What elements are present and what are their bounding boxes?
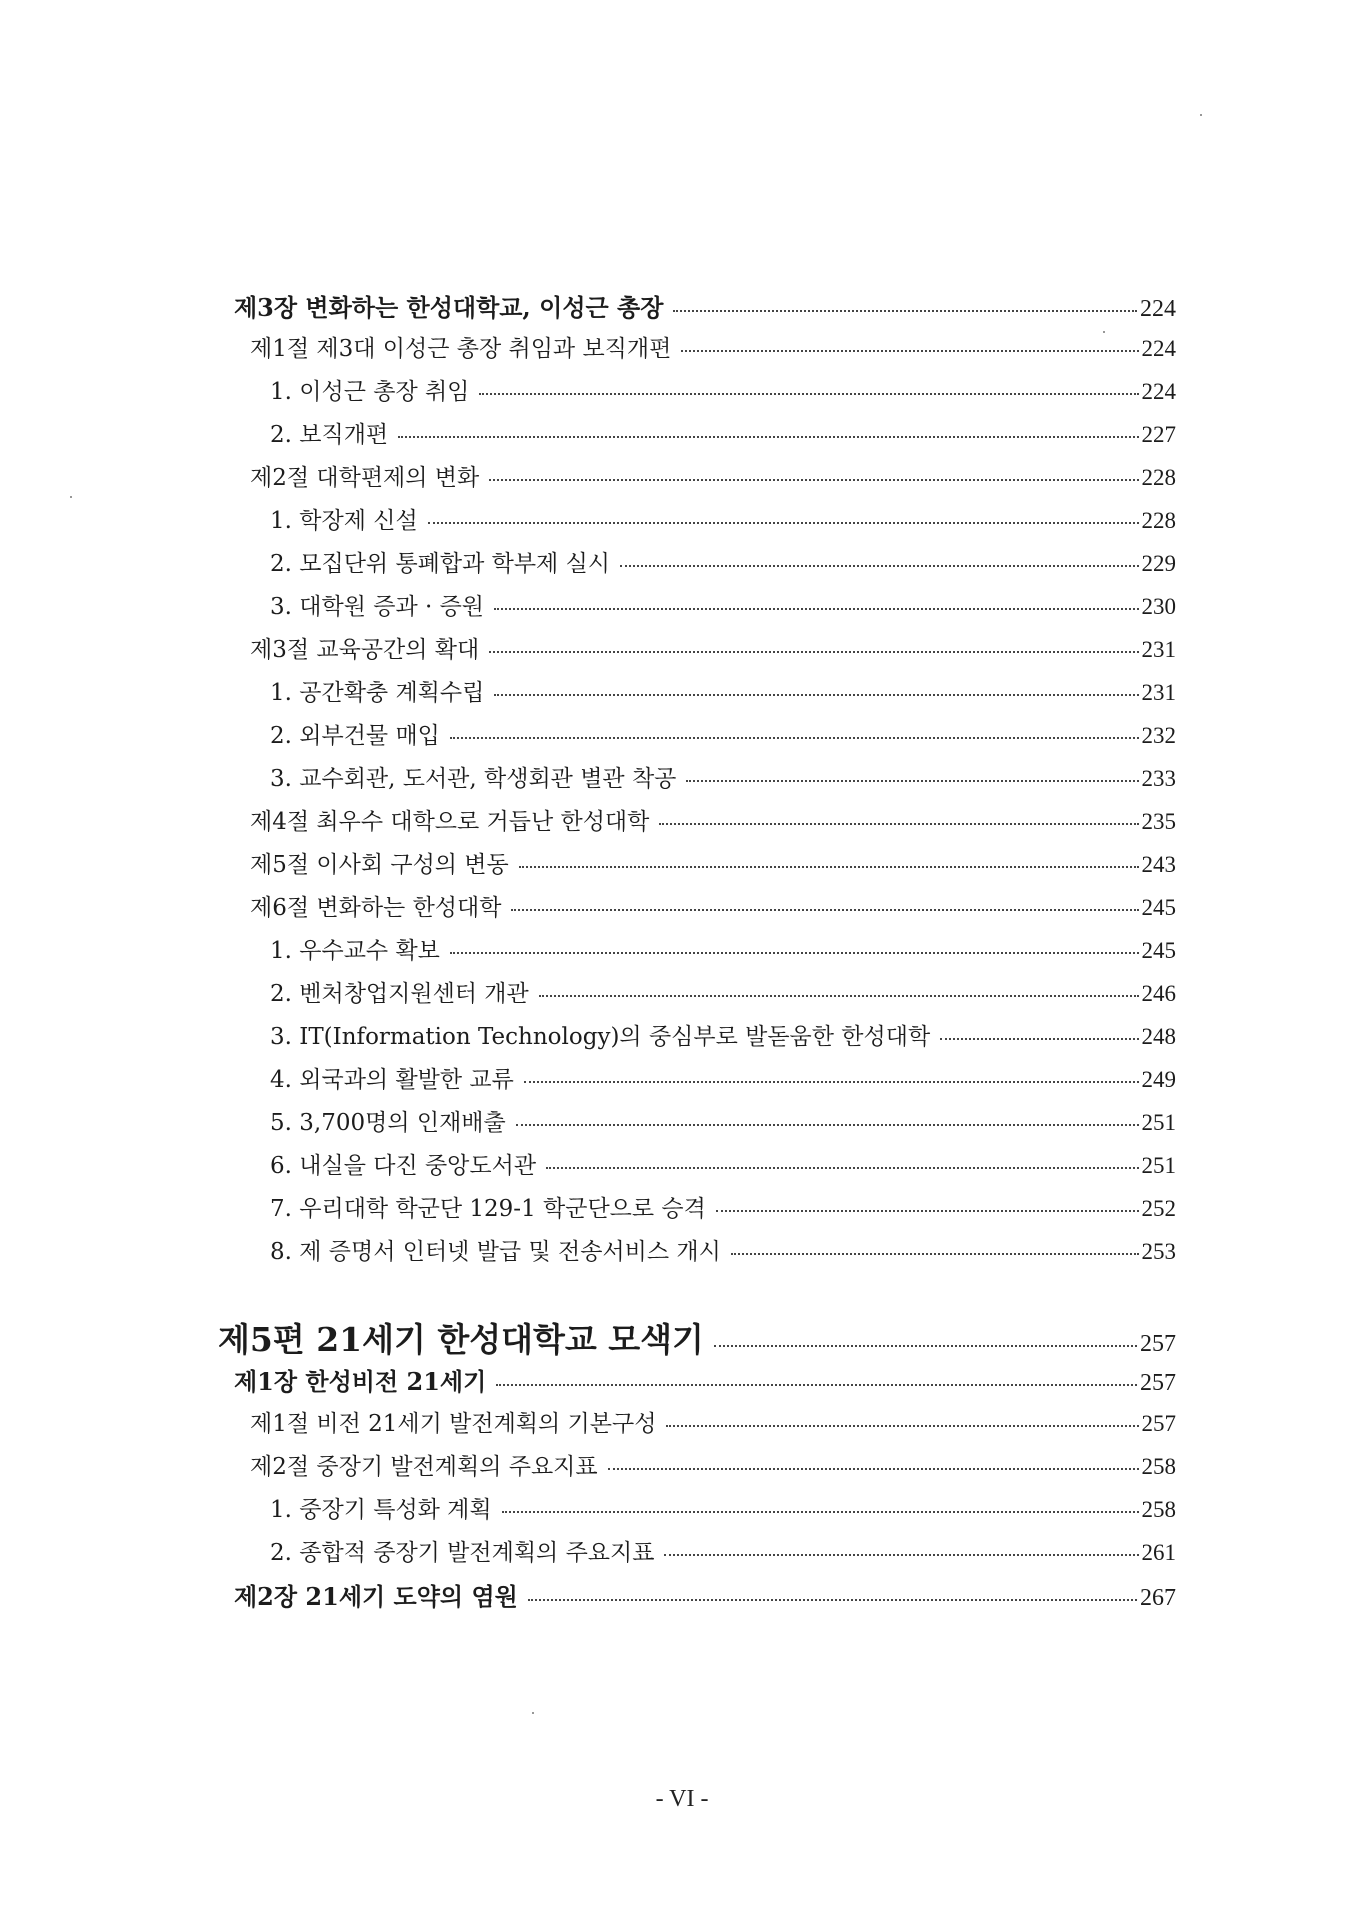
dot-leader <box>519 866 1139 868</box>
dot-leader <box>666 1425 1138 1427</box>
toc-entry-page: 258 <box>1141 1497 1176 1522</box>
dot-leader <box>608 1468 1139 1470</box>
toc-entry <box>250 1448 1176 1481</box>
dot-leader <box>516 1124 1139 1126</box>
toc-entry <box>270 674 1176 707</box>
toc-entry-title: 1. 학장제 신설 <box>270 508 418 534</box>
toc-entry-title: 4. 외국과의 활발한 교류 <box>270 1067 514 1093</box>
toc-entry <box>270 1233 1176 1266</box>
dot-leader <box>398 436 1138 438</box>
dot-leader <box>940 1038 1138 1040</box>
toc-entry <box>270 1190 1176 1223</box>
toc-entry <box>250 631 1176 664</box>
toc-entry <box>270 416 1176 449</box>
toc-entry-page: 227 <box>1141 422 1176 447</box>
toc-entry-title: 2. 보직개편 <box>270 422 389 448</box>
toc-entry <box>270 1491 1176 1524</box>
toc-entry-page: 253 <box>1141 1239 1176 1264</box>
toc-entry-title: 1. 공간확충 계획수립 <box>270 680 485 706</box>
toc-entry-title: 6. 내실을 다진 중앙도서관 <box>270 1153 537 1179</box>
toc-entry-page: 249 <box>1141 1067 1176 1092</box>
toc-entry <box>270 932 1176 965</box>
dot-leader <box>664 1554 1138 1556</box>
toc-entry <box>250 330 1176 363</box>
dot-leader <box>494 694 1138 696</box>
toc-entry-title: 5. 3,700명의 인재배출 <box>270 1110 506 1136</box>
toc-entry-title: 제4절 최우수 대학으로 거듭난 한성대학 <box>250 809 650 835</box>
toc-entry <box>250 459 1176 492</box>
toc-entry-title: 제2절 중장기 발전계획의 주요지표 <box>250 1454 598 1480</box>
toc-entry-title: 1. 우수교수 확보 <box>270 938 440 964</box>
toc-entry <box>250 889 1176 922</box>
toc-entry-title: 1. 이성근 총장 취임 <box>270 379 470 405</box>
toc-entry-page: 229 <box>1141 551 1176 576</box>
toc-entry <box>270 1534 1176 1567</box>
toc-entry <box>270 1061 1176 1094</box>
toc-entry-title: 2. 벤처창업지원센터 개관 <box>270 981 529 1007</box>
dot-leader <box>489 651 1138 653</box>
scan-speck <box>1103 331 1105 333</box>
dot-leader <box>450 737 1139 739</box>
toc-entry-page: 224 <box>1141 336 1176 361</box>
toc-entry-title: 3. 교수회관, 도서관, 학생회관 별관 착공 <box>270 766 677 792</box>
toc-entry <box>270 502 1176 535</box>
toc-entry-title: 제5절 이사회 구성의 변동 <box>250 852 509 878</box>
toc-entry-title: 3. 대학원 증과 · 증원 <box>270 594 485 620</box>
toc-entry-title: 제3장 변화하는 한성대학교, 이성근 총장 <box>234 293 664 322</box>
toc-entry-page: 257 <box>1140 1331 1176 1357</box>
toc-entry-title: 7. 우리대학 학군단 129-1 학군단으로 승격 <box>270 1196 706 1222</box>
toc-entry <box>250 846 1176 879</box>
toc-entry <box>270 588 1176 621</box>
toc-entry-page: 228 <box>1141 465 1176 490</box>
toc-entry <box>270 545 1176 578</box>
toc-entry-page: 251 <box>1141 1110 1176 1135</box>
toc-entry-page: 248 <box>1141 1024 1176 1049</box>
toc-entry-title: 제1절 비전 21세기 발전계획의 기본구성 <box>250 1411 657 1437</box>
toc-entry-page: 231 <box>1141 680 1176 705</box>
toc-entry-page: 267 <box>1140 1585 1176 1611</box>
toc-entry-title: 1. 중장기 특성화 계획 <box>270 1497 492 1523</box>
toc-entry-page: 228 <box>1141 508 1176 533</box>
toc-entry-title: 2. 모집단위 통폐합과 학부제 실시 <box>270 551 611 577</box>
toc-entry-title: 제5편 21세기 한성대학교 모색기 <box>218 1320 704 1359</box>
toc-entry <box>234 1577 1176 1612</box>
toc-entry <box>250 1405 1176 1438</box>
toc-entry-page: 257 <box>1141 1411 1176 1436</box>
toc-entry-title: 제1절 제3대 이성근 총장 취임과 보직개편 <box>250 336 672 362</box>
toc-entry <box>234 288 1176 323</box>
dot-leader <box>450 952 1139 954</box>
toc-entry-title: 제6절 변화하는 한성대학 <box>250 895 502 921</box>
dot-leader <box>731 1253 1139 1255</box>
scan-speck <box>532 1712 534 1714</box>
dot-leader <box>659 823 1138 825</box>
toc-entry-title: 제1장 한성비전 21세기 <box>234 1367 487 1396</box>
scan-speck <box>1200 114 1202 116</box>
dot-leader <box>716 1210 1139 1212</box>
dot-leader <box>673 310 1137 312</box>
toc-entry-page: 224 <box>1140 296 1176 322</box>
dot-leader <box>528 1599 1137 1601</box>
toc-entry-page: 252 <box>1141 1196 1176 1221</box>
dot-leader <box>539 995 1139 997</box>
toc-entry-title: 2. 외부건물 매입 <box>270 723 440 749</box>
toc-entry-page: 243 <box>1141 852 1176 877</box>
dot-leader <box>511 909 1138 911</box>
toc-entry <box>270 760 1176 793</box>
dot-leader <box>489 479 1138 481</box>
dot-leader <box>428 522 1139 524</box>
toc-entry <box>270 975 1176 1008</box>
toc-entry-page: 231 <box>1141 637 1176 662</box>
toc-entry-title: 제3절 교육공간의 확대 <box>250 637 480 663</box>
dot-leader <box>620 565 1138 567</box>
toc-entry <box>250 803 1176 836</box>
toc-entry-page: 230 <box>1141 594 1176 619</box>
toc-entry-page: 257 <box>1140 1370 1176 1396</box>
toc-entry-page: 224 <box>1141 379 1176 404</box>
toc-entry-page: 258 <box>1141 1454 1176 1479</box>
toc-entry-title: 제2절 대학편제의 변화 <box>250 465 480 491</box>
toc-entry-page: 233 <box>1141 766 1176 791</box>
dot-leader <box>681 350 1138 352</box>
toc-entry <box>270 717 1176 750</box>
toc-entry-page: 245 <box>1141 895 1176 920</box>
dot-leader <box>496 1384 1137 1386</box>
toc-entry-page: 251 <box>1141 1153 1176 1178</box>
toc-entry-title: 3. IT(Information Technology)의 중심부로 발돋움한 한성대학 <box>270 1024 931 1050</box>
scan-speck <box>70 496 72 498</box>
dot-leader <box>502 1511 1139 1513</box>
dot-leader <box>524 1081 1139 1083</box>
toc-entry-page: 246 <box>1141 981 1176 1006</box>
dot-leader <box>686 780 1138 782</box>
dot-leader <box>479 393 1138 395</box>
toc-part-heading <box>218 1314 1176 1361</box>
toc-entry-page: 261 <box>1141 1540 1176 1565</box>
dot-leader <box>494 608 1138 610</box>
toc-entry <box>270 373 1176 406</box>
toc-entry <box>270 1147 1176 1180</box>
toc-entry-title: 제2장 21세기 도약의 염원 <box>234 1582 518 1611</box>
page-number: - VI - <box>655 1786 709 1812</box>
toc-entry-page: 245 <box>1141 938 1176 963</box>
toc-entry-title: 8. 제 증명서 인터넷 발급 및 전송서비스 개시 <box>270 1239 721 1265</box>
toc-entry <box>270 1104 1176 1137</box>
toc-entry-page: 235 <box>1141 809 1176 834</box>
toc-entry-title: 2. 종합적 중장기 발전계획의 주요지표 <box>270 1540 655 1566</box>
toc-entry-page: 232 <box>1141 723 1176 748</box>
toc-entry <box>270 1018 1176 1051</box>
dot-leader <box>546 1167 1138 1169</box>
toc-entry <box>234 1362 1176 1397</box>
dot-leader <box>714 1345 1137 1347</box>
